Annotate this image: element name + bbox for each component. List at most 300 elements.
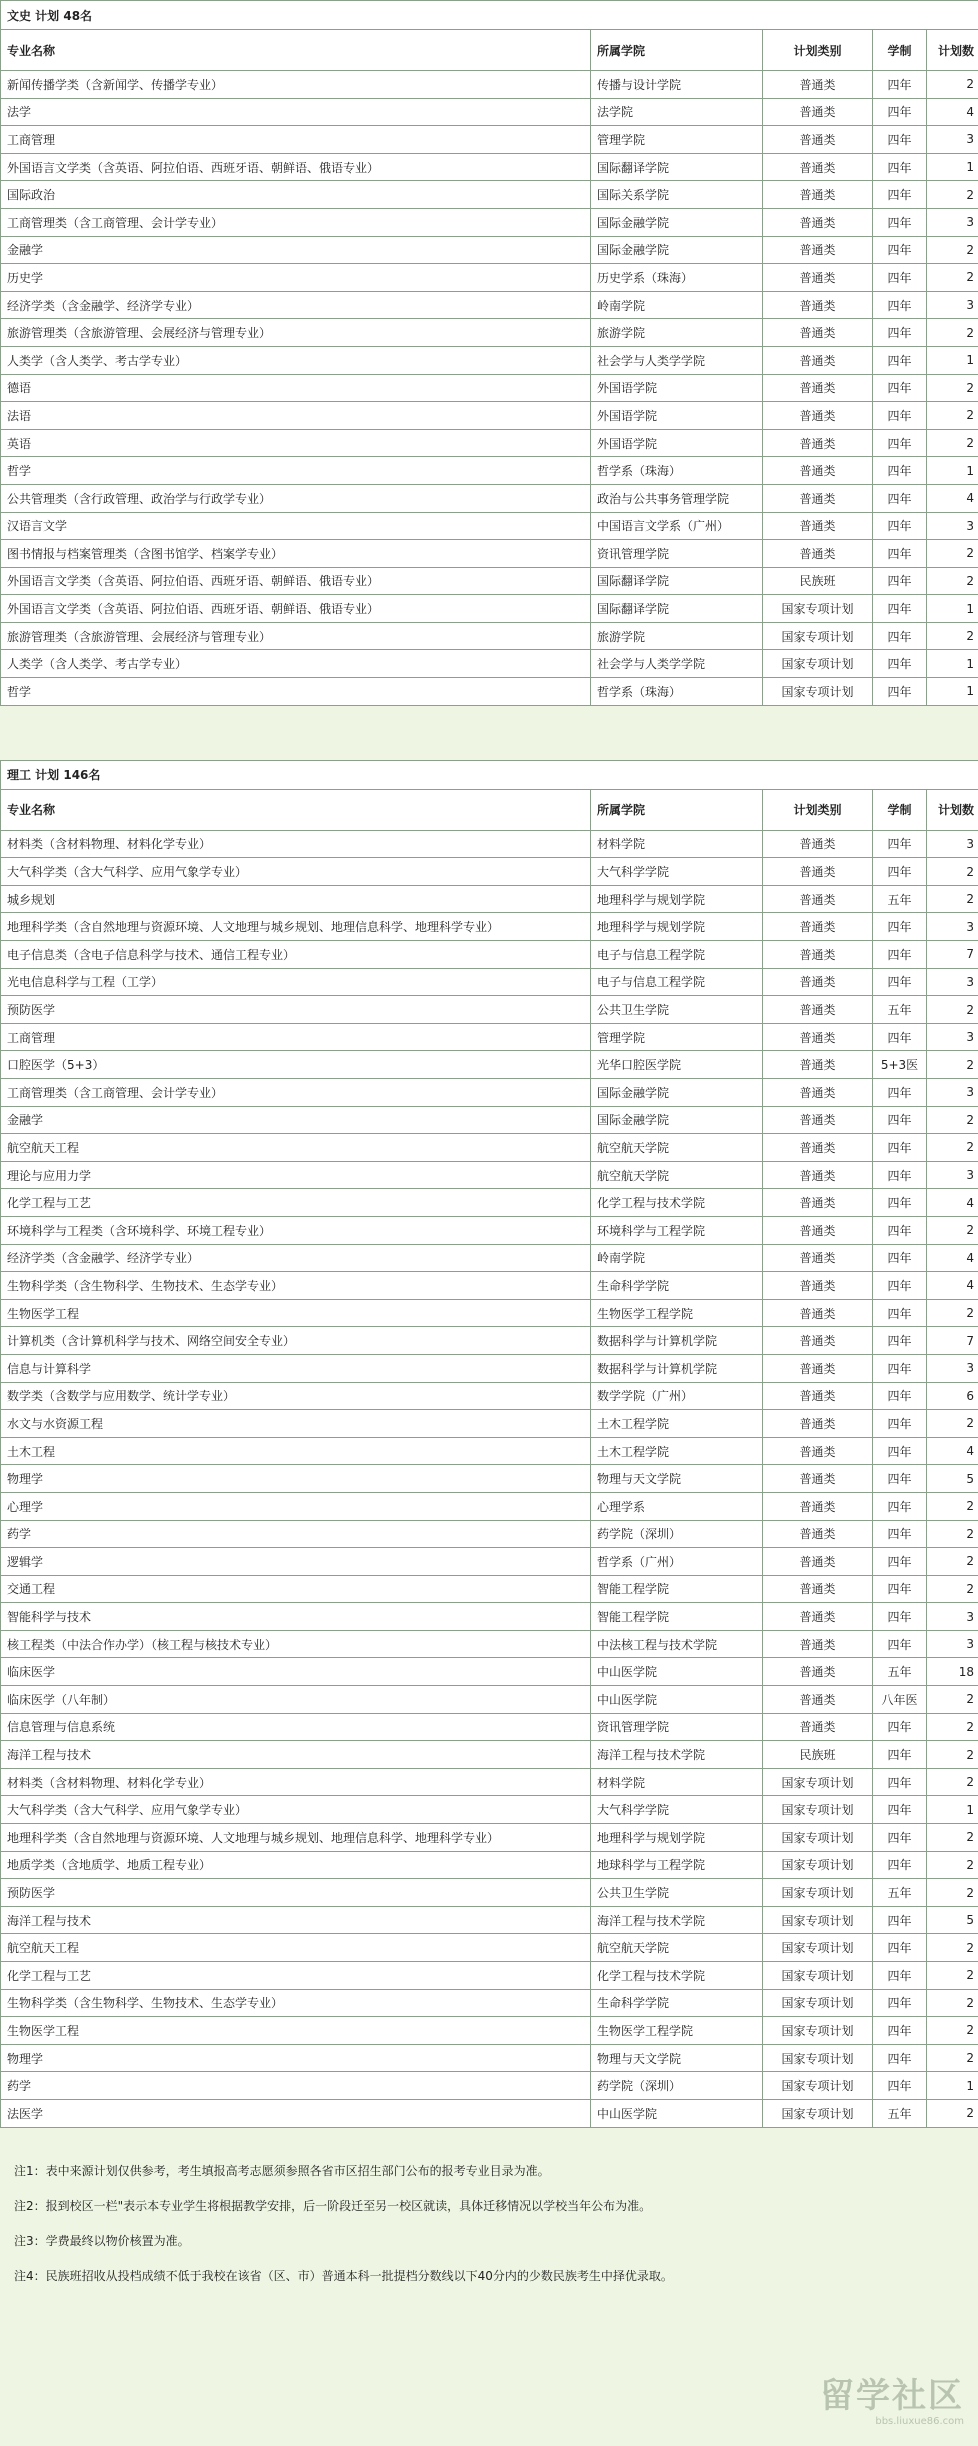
table-row [1,1382,978,1410]
table-cell: 生物科学类（含生物科学、生物技术、生态学专业） [1,1989,591,2017]
table-cell: 四年 [873,622,927,650]
table-header-row [1,789,978,830]
table-cell: 环境科学与工程学院 [591,1216,763,1244]
table-cell: 普通类 [763,830,873,858]
table-cell: 中山医学院 [591,2099,763,2127]
table-cell: 心理学 [1,1492,591,1520]
table-cell: 四年 [873,457,927,485]
table-cell: 地质学类（含地质学、地质工程专业） [1,1851,591,1879]
table-cell: 2 [927,1879,978,1907]
table-cell: 3 [927,1023,978,1051]
table-row [1,1106,978,1134]
table-cell: 四年 [873,1906,927,1934]
table-cell: 航空航天工程 [1,1934,591,1962]
table-cell: 中山医学院 [591,1658,763,1686]
table-cell: 大气科学学院 [591,1796,763,1824]
table-cell: 四年 [873,1768,927,1796]
column-header: 计划类别 [763,789,873,830]
table-row [1,319,978,347]
table-cell: 哲学系（广州） [591,1548,763,1576]
table-cell: 公共卫生学院 [591,1879,763,1907]
table-cell: 普通类 [763,98,873,126]
table-cell: 经济学类（含金融学、经济学专业） [1,291,591,319]
table-cell: 4 [927,484,978,512]
table-cell: 海洋工程与技术 [1,1906,591,1934]
table-cell: 材料类（含材料物理、材料化学专业） [1,830,591,858]
table-cell: 智能工程学院 [591,1575,763,1603]
table-cell: 国家专项计划 [763,1906,873,1934]
section-title: 文史 计划 48名 [1,1,978,30]
table-cell: 四年 [873,1796,927,1824]
table-cell: 四年 [873,830,927,858]
table-cell: 2 [927,1520,978,1548]
table-cell: 1 [927,678,978,706]
table-cell: 普通类 [763,346,873,374]
note-3: 注3：学费最终以物价核置为准。 [14,2233,190,2248]
table-cell: 智能工程学院 [591,1603,763,1631]
column-header: 所属学院 [591,789,763,830]
table-row [1,457,978,485]
table-cell: 四年 [873,1575,927,1603]
table-cell: 四年 [873,484,927,512]
table-row [1,291,978,319]
table-cell: 2 [927,996,978,1024]
table-cell: 5 [927,1465,978,1493]
table-cell: 四年 [873,1161,927,1189]
table-row [1,1962,978,1990]
table-cell: 普通类 [763,1134,873,1162]
table-row [1,2044,978,2072]
table-cell: 核工程类（中法合作办学）（核工程与核技术专业） [1,1630,591,1658]
table-cell: 物理学 [1,1465,591,1493]
table-cell: 航空航天学院 [591,1161,763,1189]
table-cell: 材料学院 [591,1768,763,1796]
table-cell: 土木工程学院 [591,1437,763,1465]
table-row [1,968,978,996]
table-cell: 普通类 [763,540,873,568]
table-cell: 电子与信息工程学院 [591,968,763,996]
table-cell: 五年 [873,2099,927,2127]
table-cell: 航空航天学院 [591,1934,763,1962]
column-header: 专业名称 [1,30,591,71]
table-cell: 水文与水资源工程 [1,1410,591,1438]
table-cell: 国际金融学院 [591,1079,763,1107]
table-cell: 国家专项计划 [763,2099,873,2127]
table-cell: 工商管理类（含工商管理、会计学专业） [1,208,591,236]
table-cell: 金融学 [1,1106,591,1134]
table-cell: 民族班 [763,567,873,595]
table-cell: 4 [927,1189,978,1217]
column-header: 计划类别 [763,30,873,71]
table-cell: 岭南学院 [591,1244,763,1272]
table-cell: 管理学院 [591,1023,763,1051]
table-row [1,512,978,540]
table-cell: 普通类 [763,1382,873,1410]
table-cell: 普通类 [763,429,873,457]
table-cell: 图书情报与档案管理类（含图书馆学、档案学专业） [1,540,591,568]
table-cell: 四年 [873,208,927,236]
watermark [814,2376,964,2432]
table-cell: 电子信息类（含电子信息科学与技术、通信工程专业） [1,941,591,969]
table-row [1,595,978,623]
table-cell: 工商管理 [1,126,591,154]
table-cell: 2 [927,429,978,457]
table-cell: 6 [927,1382,978,1410]
section-gap [0,706,978,760]
table-cell: 五年 [873,1658,927,1686]
table-cell: 民族班 [763,1741,873,1769]
table-cell: 四年 [873,2044,927,2072]
table-cell: 1 [927,1796,978,1824]
table-cell: 2 [927,1741,978,1769]
table-row [1,678,978,706]
table-cell: 经济学类（含金融学、经济学专业） [1,1244,591,1272]
table-cell: 四年 [873,1354,927,1382]
table-cell: 普通类 [763,1548,873,1576]
table-cell: 外国语言文学类（含英语、阿拉伯语、西班牙语、朝鲜语、俄语专业） [1,567,591,595]
table-cell: 地理科学与规划学院 [591,1824,763,1852]
table-row [1,1189,978,1217]
table-cell: 物理学 [1,2044,591,2072]
table-cell: 普通类 [763,885,873,913]
table-row [1,484,978,512]
table-cell: 普通类 [763,1106,873,1134]
table-cell: 德语 [1,374,591,402]
table-cell: 地理科学类（含自然地理与资源环境、人文地理与城乡规划、地理信息科学、地理科学专业） [1,1824,591,1852]
table-cell: 计算机类（含计算机科学与技术、网络空间安全专业） [1,1327,591,1355]
table-cell: 3 [927,1603,978,1631]
table-cell: 四年 [873,1327,927,1355]
table-cell: 普通类 [763,236,873,264]
table-cell: 普通类 [763,1603,873,1631]
table-cell: 普通类 [763,1520,873,1548]
column-header: 专业名称 [1,789,591,830]
table-cell: 2 [927,1299,978,1327]
table-cell: 哲学 [1,457,591,485]
table-cell: 法学 [1,98,591,126]
table-cell: 2 [927,567,978,595]
table-cell: 生命科学学院 [591,1272,763,1300]
table-row [1,1410,978,1438]
table-cell: 7 [927,1327,978,1355]
column-header: 学制 [873,30,927,71]
table-cell: 土木工程 [1,1437,591,1465]
table-cell: 普通类 [763,913,873,941]
table-row [1,1906,978,1934]
table-cell: 4 [927,98,978,126]
table-cell: 四年 [873,595,927,623]
table-cell: 普通类 [763,126,873,154]
table-cell: 交通工程 [1,1575,591,1603]
table-cell: 国家专项计划 [763,650,873,678]
table-cell: 普通类 [763,1189,873,1217]
table-cell: 四年 [873,2072,927,2100]
table-cell: 2 [927,1216,978,1244]
table-row [1,1354,978,1382]
table-cell: 普通类 [763,181,873,209]
column-header: 计划数 [927,789,978,830]
table-row [1,885,978,913]
table-cell: 国家专项计划 [763,1796,873,1824]
table-cell: 生命科学学院 [591,1989,763,2017]
table-row [1,1465,978,1493]
table-cell: 地球科学与工程学院 [591,1851,763,1879]
table-cell: 3 [927,126,978,154]
table-cell: 哲学系（珠海） [591,678,763,706]
table-cell: 土木工程学院 [591,1410,763,1438]
table-row [1,1299,978,1327]
table-cell: 普通类 [763,71,873,99]
table-cell: 四年 [873,1630,927,1658]
table-cell: 五年 [873,885,927,913]
table-cell: 四年 [873,1520,927,1548]
notes [0,2128,978,2294]
table-cell: 2 [927,1768,978,1796]
table-cell: 1 [927,2072,978,2100]
table-cell: 社会学与人类学学院 [591,346,763,374]
table-row [1,1548,978,1576]
table-cell: 四年 [873,291,927,319]
table-cell: 2 [927,1989,978,2017]
table-cell: 3 [927,913,978,941]
table-row [1,1161,978,1189]
table-cell: 光电信息科学与工程（工学） [1,968,591,996]
table-cell: 普通类 [763,941,873,969]
table-cell: 逻辑学 [1,1548,591,1576]
table-row [1,1741,978,1769]
table-cell: 工商管理 [1,1023,591,1051]
table-cell: 理论与应用力学 [1,1161,591,1189]
table-cell: 四年 [873,181,927,209]
table-cell: 普通类 [763,1272,873,1300]
table-cell: 海洋工程与技术 [1,1741,591,1769]
table-cell: 数学学院（广州） [591,1382,763,1410]
table-cell: 2 [927,622,978,650]
table-cell: 材料类（含材料物理、材料化学专业） [1,1768,591,1796]
table-cell: 1 [927,153,978,181]
table-row [1,567,978,595]
table-row [1,1603,978,1631]
table-cell: 3 [927,512,978,540]
table-cell: 法学院 [591,98,763,126]
table-cell: 四年 [873,1465,927,1493]
table-cell: 普通类 [763,1023,873,1051]
table-cell: 外国语学院 [591,374,763,402]
table-row [1,1575,978,1603]
table-cell: 四年 [873,1106,927,1134]
table-cell: 2 [927,2017,978,2045]
column-header: 学制 [873,789,927,830]
section-title-row [1,1,978,30]
note-2: 注2：报到校区一栏"表示本专业学生将根据教学安排，后一阶段迁至另一校区就读，具体迁移情况以学校当年公布为准。 [14,2198,652,2213]
table-cell: 3 [927,830,978,858]
table-cell: 四年 [873,429,927,457]
table-cell: 信息与计算科学 [1,1354,591,1382]
table-cell: 智能科学与技术 [1,1603,591,1631]
table-cell: 国际金融学院 [591,236,763,264]
table-row [1,1796,978,1824]
table-cell: 英语 [1,429,591,457]
table-cell: 国家专项计划 [763,678,873,706]
table-cell: 四年 [873,1023,927,1051]
table-cell: 国家专项计划 [763,622,873,650]
table-cell: 哲学 [1,678,591,706]
table-row [1,264,978,292]
table-cell: 2 [927,1686,978,1714]
table-cell: 普通类 [763,1079,873,1107]
table-cell: 2 [927,71,978,99]
table-cell: 国家专项计划 [763,1989,873,2017]
table-cell: 光华口腔医学院 [591,1051,763,1079]
table-cell: 国际政治 [1,181,591,209]
table-cell: 四年 [873,126,927,154]
table-cell: 四年 [873,913,927,941]
table-row [1,1134,978,1162]
table-cell: 生物科学类（含生物科学、生物技术、生态学专业） [1,1272,591,1300]
table-cell: 四年 [873,678,927,706]
table-cell: 岭南学院 [591,291,763,319]
table-cell: 普通类 [763,1244,873,1272]
table-cell: 四年 [873,1134,927,1162]
table-cell: 国际金融学院 [591,208,763,236]
table-cell: 国际关系学院 [591,181,763,209]
table-cell: 历史学 [1,264,591,292]
table-cell: 地理科学类（含自然地理与资源环境、人文地理与城乡规划、地理信息科学、地理科学专业） [1,913,591,941]
table-cell: 普通类 [763,1630,873,1658]
table-cell: 普通类 [763,858,873,886]
table-cell: 八年医 [873,1686,927,1714]
table-row [1,1768,978,1796]
table-cell: 国际金融学院 [591,1106,763,1134]
watermark-url: bbs.liuxue86.com [875,2416,964,2427]
table-cell: 生物医学工程学院 [591,2017,763,2045]
table-cell: 材料学院 [591,830,763,858]
table-cell: 普通类 [763,1161,873,1189]
table-cell: 2 [927,1548,978,1576]
table-cell: 普通类 [763,1354,873,1382]
table-cell: 心理学系 [591,1492,763,1520]
table-cell: 3 [927,968,978,996]
table-cell: 普通类 [763,1410,873,1438]
table-cell: 药学 [1,1520,591,1548]
table-cell: 2 [927,1824,978,1852]
table-cell: 2 [927,1575,978,1603]
table-cell: 5+3医 [873,1051,927,1079]
table-cell: 药学院（深圳） [591,2072,763,2100]
table-cell: 普通类 [763,1492,873,1520]
table-cell: 大气科学类（含大气科学、应用气象学专业） [1,1796,591,1824]
table-cell: 中山医学院 [591,1686,763,1714]
table-cell: 普通类 [763,512,873,540]
table-row [1,374,978,402]
table-row [1,126,978,154]
table-cell: 生物医学工程 [1,2017,591,2045]
table-cell: 1 [927,650,978,678]
table-cell: 化学工程与工艺 [1,1189,591,1217]
table-cell: 哲学系（珠海） [591,457,763,485]
table-cell: 四年 [873,650,927,678]
table-cell: 四年 [873,968,927,996]
table-cell: 数据科学与计算机学院 [591,1354,763,1382]
table-cell: 电子与信息工程学院 [591,941,763,969]
table-cell: 社会学与人类学学院 [591,650,763,678]
table-cell: 四年 [873,374,927,402]
table-row [1,1879,978,1907]
table-cell: 金融学 [1,236,591,264]
table-cell: 普通类 [763,208,873,236]
table-cell: 资讯管理学院 [591,540,763,568]
table-cell: 旅游管理类（含旅游管理、会展经济与管理专业） [1,622,591,650]
table-row [1,153,978,181]
table-cell: 2 [927,885,978,913]
table-row [1,1713,978,1741]
table-cell: 旅游学院 [591,622,763,650]
table-cell: 1 [927,457,978,485]
table-cell: 2 [927,374,978,402]
table-cell: 公共卫生学院 [591,996,763,1024]
table-cell: 大气科学类（含大气科学、应用气象学专业） [1,858,591,886]
table-row [1,1327,978,1355]
table-cell: 四年 [873,1492,927,1520]
table-cell: 2 [927,1713,978,1741]
table-cell: 普通类 [763,1216,873,1244]
table-cell: 普通类 [763,402,873,430]
table-cell: 历史学系（珠海） [591,264,763,292]
table-cell: 四年 [873,264,927,292]
table-cell: 四年 [873,98,927,126]
table-cell: 四年 [873,236,927,264]
table-cell: 旅游管理类（含旅游管理、会展经济与管理专业） [1,319,591,347]
table-row [1,1851,978,1879]
table-cell: 2 [927,1051,978,1079]
watermark-logo: 留学社区 [820,2376,964,2416]
table-cell: 五年 [873,1879,927,1907]
table-cell: 人类学（含人类学、考古学专业） [1,346,591,374]
table-cell: 国家专项计划 [763,595,873,623]
table-cell: 3 [927,291,978,319]
table-cell: 2 [927,264,978,292]
table-cell: 四年 [873,1851,927,1879]
table-row [1,1658,978,1686]
table-cell: 国家专项计划 [763,2044,873,2072]
table-cell: 物理与天文学院 [591,2044,763,2072]
table-cell: 普通类 [763,484,873,512]
table-row [1,1437,978,1465]
table-cell: 2 [927,1106,978,1134]
table-cell: 四年 [873,1603,927,1631]
table-row [1,830,978,858]
table-cell: 药学院（深圳） [591,1520,763,1548]
table-cell: 4 [927,1272,978,1300]
table-cell: 环境科学与工程类（含环境科学、环境工程专业） [1,1216,591,1244]
table-cell: 普通类 [763,1437,873,1465]
table-row [1,1272,978,1300]
note-1: 注1：表中来源计划仅供参考，考生填报高考志愿须参照各省市区招生部门公布的报考专业目录为准。 [14,2163,550,2178]
table-cell: 四年 [873,540,927,568]
table-cell: 国家专项计划 [763,2072,873,2100]
table-cell: 四年 [873,1272,927,1300]
section-table [0,0,978,706]
table-cell: 4 [927,1244,978,1272]
column-header: 计划数 [927,30,978,71]
table-cell: 四年 [873,1244,927,1272]
table-cell: 海洋工程与技术学院 [591,1741,763,1769]
table-cell: 四年 [873,1824,927,1852]
table-cell: 2 [927,1492,978,1520]
table-cell: 四年 [873,1189,927,1217]
table-cell: 5 [927,1906,978,1934]
table-cell: 公共管理类（含行政管理、政治学与行政学专业） [1,484,591,512]
